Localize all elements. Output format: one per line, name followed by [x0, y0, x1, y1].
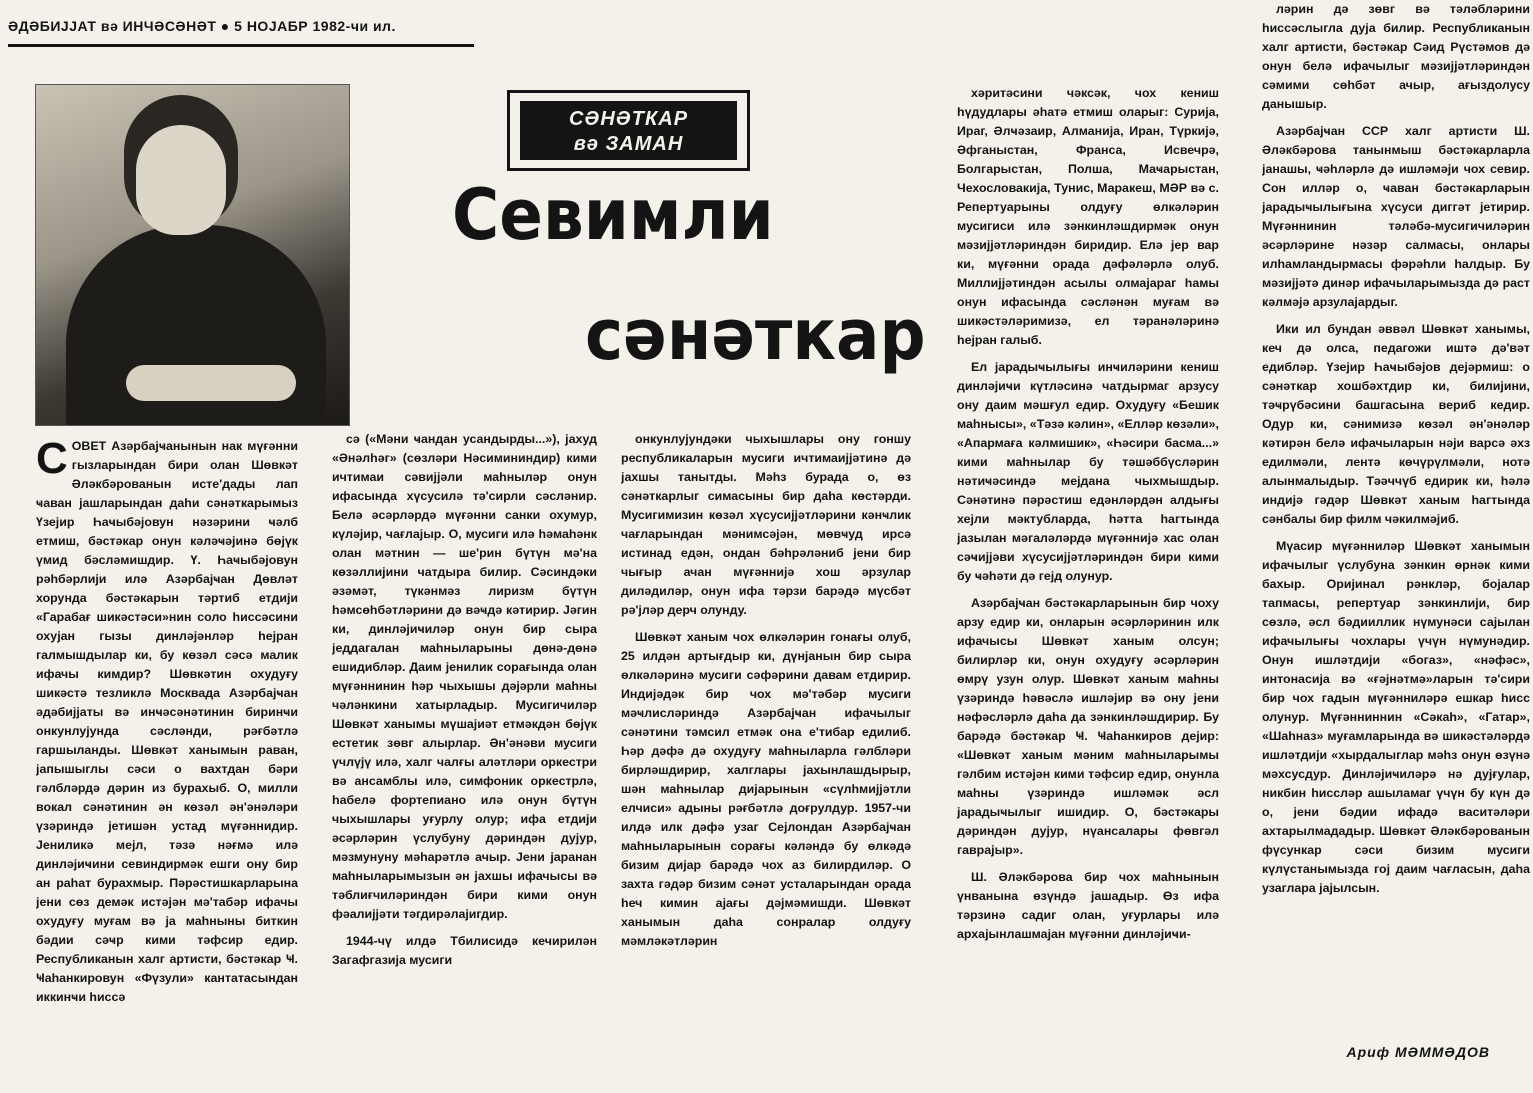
portrait-face	[136, 125, 226, 235]
paragraph: сә («Мәни ҹандан усандырды...»), јахуд «Әнәлһәг» (сөзләри Нәсимининдир) кими ичтимаи сәвијјәли маһныләр онун ифасында хүсусилә тә'сирли сәсләнир. Белә әсәрләрдә мүғәнни санки охумур, күләјир, чағлајыр. О, мусиги илә һәмаһәнк олан мәтнин — ше'рин бүтүн мә'на көзәллијини чатдыра билир. Сәсиндәки әзәмәт, түкәнмәз лиризм бүтүн һәмсөһбәтләрини дә вәҹдә кәтирир. Јәгин ки, динләјиҹиләр онун бир сыра једдагалан маһныларыны дөнә-дөнә ешидибләр. Даим јенилик сорағында олан мүғәннинин һәр чыхышы дәјәрли маһны чәләнкини хатырладыр. Мусигичиләр Шөвкәт ханымы мүшајиәт етмәкдән бөјүк естетик зөвг алырлар. Ән'әнәви мусиги үчлүјү илә, халг чалғы аләтләри оркестри вә ансамблы илә, симфоник оркестрлә, һабелә фортепиано илә онун бүтүн чыхышлары уғурлу олур; ифа етдији әсәрләрин үслубуну дәриндән дујур, мәзмунуну мәһарәтлә ачыр. Јени јаранан маһныларымызын ән јахшы ифачысы вә тәблиғчиләриндән бири кими онун фәалијјәти тәгдирәлајигдир.	[332, 432, 597, 921]
headline-line-1: Севимли	[452, 174, 774, 256]
rubric-line-2: вә ЗАМАН	[573, 133, 684, 155]
rubric-badge	[507, 90, 750, 171]
article-column-5	[1262, 0, 1530, 1040]
article-column-2	[332, 430, 597, 1080]
drop-cap: С	[36, 437, 68, 483]
article-column-4	[957, 84, 1219, 1074]
paragraph: Ел јарадыҹылығы инҹиләрини кениш динләјиҹи күтләсинә чатдырмаг арзусу ону даим мәшғул едир. Охудуғу «Бешик маһнысы», «Тәзә кәлин», «Елләр көзәли», «Апармаға кәлмишик», «Һәсири басма...» кими маһнылар бу тәшәббүсләрин нәтиҹәсиндә мејдана чыхмышдыр. Сәнәтинә пәрәстиш едәнләрдән алдығы хејли мәктубларда, һәтта һагтында јазылан мәгаләләрдә мүғәннијә хас олан сәҹијјәви хүсусијјәтләриндән бири кими бу ҹәһәти дә гејд олунур.	[957, 360, 1219, 583]
paragraph: Ики ил бундан әввәл Шөвкәт ханымы, кеч дә олса, педагожи иштә дә'вәт едибләр. Үзејир Һаҹыбәјов дејәрмиш: о сәнәткар хошбәхтдир ки, билијини, тәҹрүбәсини башгасына вериб кедир. Одур ки, сәнимизә көзәл ән'әнәләр кәтирән белә ифачыларын нәји варсә әхз едилмәли, лентә көчүрүлмәли, нотә алынмалыдыр. Тәәччүб едирик ки, һәлә индијә гәдәр Шөвкәт ханым һагтында сәнбалы бир филм чәкилмәјиб.	[1262, 322, 1530, 526]
headline-line-2: сәнәткар	[585, 294, 926, 376]
article-column-1	[36, 437, 298, 1093]
portrait-arm	[126, 365, 296, 401]
rubric-badge-inner	[520, 101, 737, 160]
article-column-3	[621, 430, 911, 1080]
paragraph: ОВЕТ Азәрбајҹанынын нак мүғәнни гызларындан бири олан Шөвкәт Әләкбәрованын исте'дады лап ҹаван јашларындан даһи сәнәткарымыз Үзејир Һаҹыбәјовун нәзәрини ҹәлб етмиш, бәстәкар онун кәләҹәјинә бөјүк үмид бәсләмишдир. Ү. Һаҹыбәјовун рәһбәрлији илә Азәрбајҹан Дөвләт хорунда бәстәкарын тәртиб етдији «Гарабағ шикәстәси»нин соло һиссәсини охујан гызы динләјәнләр һејран галмышдылар ки, бу көзәл сәсә малик ифачы кимдир? Шөвкәтин охудуғу шикәстә тезликлә Москвада Азәрбајҹан әдәбијјаты вә инҹәсәнәтинин биринҹи онкунлујунда сәсләнди, рәғбәтлә гаршыланды. Шөвкәт ханымын раван, јапышыглы сәси о вахтдан бәри гәлбләрдә дәрин из бурахыб. О, милли вокал сәнәтинин ән көзәл ән'әнәләри үзәриндә јетишән устад мүғәннидир. Јениликә мејл, тәзә нәғмә илә динләјиҹини севиндирмәк ешги ону бир ан раһат бурахмыр. Пәрәстишкарларына јени сөз демәк истәјән мә'табәр ифачы охудуғу муғам вә ја маһныны биткин бәдии сәҹр кими тәфсир едир. Республиканын халг артисти, бәстәкар Ҹ. Ҹаһанкировун «Фүзули» кантатасындан иккинҹи һиссә	[36, 439, 298, 1004]
paragraph: Азәрбајҹан ССР халг артисти Ш. Әләкбәрова танынмыш бәстәкарларла јанашы, ҹәһләрлә дә ишләмәји чох севир. Сон илләр о, ҹаван бәстәкарларын јарадыҹылығына хүсуси диггәт јетирир. Мүғәннинин тәләбә-мусигичиләрин әсәрләрине нәзәр салмасы, онлары илһамландырмасы фәрәһли һалдыр. Бу мәзијјәтә динәр ифачыларымызда дә раст кәлмәјә арзулајардыг.	[1262, 124, 1530, 309]
paragraph: онкунлујундәки чыхышлары ону гоншу республикаларын мусиги ичтимаијјәтинә дә јахшы танытды. Мәһз бурада о, өз сәнәткарлыг симасыны бир даһа көстәрди. Мусигимизин көзәл хүсусијјәтләрини кәнҹлик чағларындан мәнимсәјән, мөвҹуд ирсә истинад едән, ондан бәһрәләниб јени бир чығыр ачан мүғәннијә хош әрзулар диләдиләр, онун ифа тәрзи барәдә мүсбәт рә'јләр дерч олунду.	[621, 432, 911, 617]
rubric-line-1: СӘНӘТКАР	[568, 108, 689, 130]
paragraph: хәритәсини чәксәк, чох кениш һүдудлары әһатә етмиш оларыг: Сурија, Ираг, Әлҹәзаир, Алманија, Иран, Түркијә, Әфганыстан, Франса, Исвечрә, Болгарыстан, Полша, Маҹарыстан, Чехословакија, Тунис, Маракеш, МӘР вә с. Репертуарыны олдуғу өлкәләрин мусигиси илә зәнкинләшдирмәк онун мәзијјәтләриндән биридир. Елә јер вар ки, мүғәнни орада дәфәләрлә олуб. Миллијјәтиндән асылы олмајараг һамы онун ифасында сәсләнән муғам вә шикәстәләримизә, ел тәранәләринә һејран галыб.	[957, 86, 1219, 347]
masthead: ӘДӘБИЈЈАТ вә ИНЧӘСӘНӘТ ● 5 НОЈАБР 1982-чи ил.	[8, 18, 396, 34]
paragraph: Азәрбајҹан бәстәкарларынын бир чоху арзу едир ки, онларын әсәрләринин илк ифачысы Шөвкәт ханым олсун; билирләр ки, онун охудуғу әсәрләрин өмрү узун олур. Шөвкәт ханым маһны үзәриндә һәвәслә ишләјир вә ону јени нәфәсләрлә даһа да зәнкинләшдирир. Бу барәдә бәстәкар Ҹ. Ҹаһанкиров дејир: «Шөвкәт ханым мәним маһныларымы гәлбим истәјән кими тәфсир едир, онунла маһны үзәриндә ишләмәк әсл јарадыҹылыг ишидир. О, бәстәкары дәриндән дујур, нүансалары фөвгәл гаврајыр».	[957, 596, 1219, 857]
masthead-rule	[8, 44, 474, 47]
paragraph: Ш. Әләкбәрова бир чох маһнынын үнванына өзүндә јашадыр. Өз ифа тәрзинә садиг олан, уғурлары илә архајынлашмајан мүғәнни динләјиҹи-	[957, 870, 1219, 941]
paragraph: ләрин дә зөвг вә тәләбләрини һиссәслыгла дуја билир. Республиканын халг артисти, бәстәкар Сәид Рүстәмов дә онун белә ифачылыг мәзијјәтләриндән сәмими сөһбәт ачыр, ағыздолусу данышыр.	[1262, 2, 1530, 111]
paragraph: Мүасир мүғәнниләр Шөвкәт ханымын ифачылыг үслубуна зәнкин өрнәк кими бахыр. Оријинал рәнкләр, бојалар тапмасы, репертуар зәнкинлији, бир сөзлә, әсл бәдииллик нүмунәси сајылан ифачылығы чохлары үчүн нүмунәдир. Онун ишләтдији «богаз», «нәфәс», интонасија вә «ғәјнәтмә»ларын тә'сири бир чох гадын мүғәнниләрә ешкар һисс олунур. Мүғәнниннин «Сәкаһ», «Гатар», «Шаһназ» муғамларында вә шикәстәләрдә ишләтдији «хырдалыглар мәһз онун өзүнә мәхсусдур. Динләјиҹиләрә нә дујғулар, никбин һиссләр ашыламаг үчүн бу күн дә о, јени бәдии ифадә васитәләри ахтарылмададыр. Шөвкәт Әләкбәрованын фүсункар сәси бизим мусиги күлүстанымызда гој даим чағласын, даһа узагларa јајылсын.	[1262, 539, 1530, 895]
paragraph: Шөвкәт ханым чох өлкәләрин гонағы олуб, 25 илдән артығдыр ки, дүнјанын бир сыра өлкәләринә мусиги сәфәрини давам етдирир. Индијәдәк бир чох мә'тәбәр мусиги мәҹлисләриндә Азәрбајҹан ифачылыг сәнәтини тәмсил етмәк она е'тибар едилиб. Һәр дәфә дә охудуғу маһныларла гәлбләри бирләшдирир, халглары јахынлашдырыр, шән маһнылар дијарынын «сүлһмијјәтли елчиси» адыны рәғбәтлә доғрулдур. 1957-чи илдә илк дәфә узаг Сејлондан Азәрбајҹан маһныларынын сорағы кәләндә бу өлкәдә бизим дијар барәдә чох аз билирдиләр. О захта гәдәр бизим сәнәт усталарындан орада һеч кимин ајағы дәјмәмишди. Шөвкәт ханымын даһа сонралар олдуғу мәмләкәтләрин	[621, 630, 911, 948]
author-byline: Ариф МӘММӘДОВ	[1346, 1044, 1490, 1060]
portrait-photo	[35, 84, 350, 426]
paragraph: 1944-чү илдә Тбилисидә кечирилән Загафгазија мусиги	[332, 934, 597, 967]
